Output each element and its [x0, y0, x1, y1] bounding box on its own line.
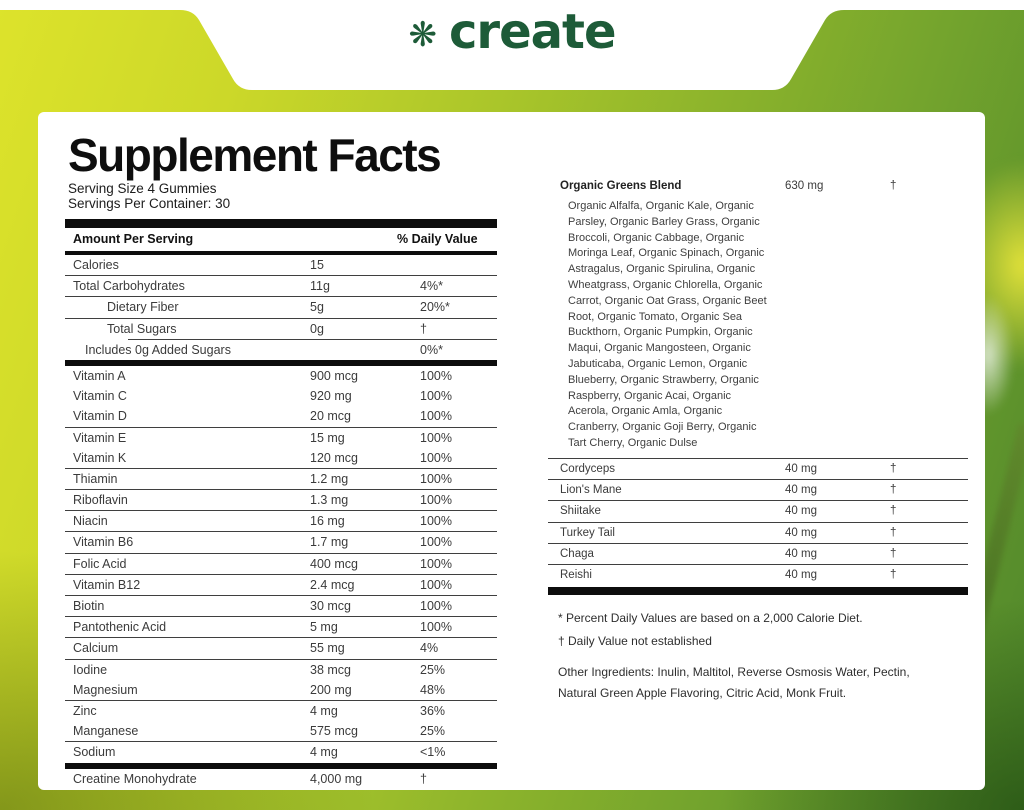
nutrient-amount: 200 mg	[310, 682, 352, 697]
footnote-daily-values: * Percent Daily Values are based on a 2,000 Calorie Diet.	[558, 610, 863, 625]
nutrient-daily-value: 4%*	[420, 279, 443, 294]
table-row	[65, 386, 497, 406]
ingredient-label: Shiitake	[560, 505, 601, 518]
table-row	[65, 701, 497, 721]
blend-column	[548, 176, 968, 705]
ingredient-amount: 40 mg	[785, 526, 817, 539]
nutrient-label: Niacin	[73, 514, 108, 529]
blend-ingredient-line: Wheatgrass, Organic Chlorella, Organic	[568, 278, 763, 291]
other-ingredients	[558, 662, 968, 705]
serving-info	[68, 182, 230, 211]
table-row	[65, 617, 497, 637]
table-row	[65, 511, 497, 531]
table-row	[548, 523, 968, 543]
panel-title: Supplement Facts	[68, 129, 441, 181]
table-row	[65, 680, 497, 700]
table-row	[548, 480, 968, 500]
nutrient-amount: 1.7 mg	[310, 535, 349, 550]
other-ingredients-line: Natural Green Apple Flavoring, Citric Acid, Monk Fruit.	[558, 686, 847, 701]
blend-ingredient-lines	[568, 199, 968, 452]
ingredient-amount: 40 mg	[785, 462, 817, 475]
table-row	[65, 769, 497, 789]
nutrient-daily-value: 100%	[420, 577, 452, 592]
nutrient-daily-value: 0%*	[420, 342, 443, 357]
nutrient-daily-value: 48%	[420, 682, 446, 697]
nutrient-label: Folic Acid	[73, 556, 127, 571]
nutrient-label: Magnesium	[73, 682, 138, 697]
nutrient-label: Dietary Fiber	[107, 300, 179, 315]
table-row	[65, 448, 497, 468]
nutrient-amount: 11g	[310, 279, 330, 294]
footnotes	[548, 607, 968, 705]
nutrient-daily-value: 100%	[420, 620, 452, 635]
ingredient-amount: 40 mg	[785, 547, 817, 560]
nutrient-amount: 920 mg	[310, 389, 352, 404]
nutrient-amount: 38 mcg	[310, 662, 351, 677]
ingredient-label: Cordyceps	[560, 462, 615, 475]
nutrient-amount: 4 mg	[310, 745, 338, 760]
blend-ingredient-line: Cranberry, Organic Goji Berry, Organic	[568, 421, 757, 434]
blend-ingredient-line: Astragalus, Organic Spirulina, Organic	[568, 263, 756, 276]
nutrient-label: Vitamin D	[73, 409, 127, 424]
blend-ingredient-line: Root, Organic Tomato, Organic Sea	[568, 310, 743, 323]
ingredient-daily-value: †	[890, 526, 897, 539]
table-header-row	[65, 228, 497, 250]
ingredient-amount: 40 mg	[785, 484, 817, 497]
ingredient-daily-value: †	[890, 484, 897, 497]
blend-ingredient-line: Maqui, Organic Mangosteen, Organic	[568, 342, 751, 355]
ingredient-label: Reishi	[560, 569, 592, 582]
nutrient-amount: 1.3 mg	[310, 493, 349, 508]
column-header-amount: Amount Per Serving	[73, 232, 194, 246]
nutrient-amount: 16 mg	[310, 514, 345, 529]
nutrient-label: Vitamin A	[73, 368, 126, 383]
ingredient-daily-value: †	[890, 505, 897, 518]
nutrient-daily-value: 25%	[420, 724, 446, 739]
table-row	[65, 406, 497, 426]
nutrient-daily-value: †	[420, 771, 427, 786]
nutrient-amount: 4,000 mg	[310, 771, 363, 786]
nutrient-daily-value: 100%	[420, 493, 452, 508]
blend-ingredient-line: Tart Cherry, Organic Dulse	[568, 436, 698, 449]
nutrient-label: Vitamin E	[73, 430, 127, 445]
table-row	[65, 490, 497, 510]
nutrient-daily-value: 100%	[420, 556, 452, 571]
other-ingredients-line: Other Ingredients: Inulin, Maltitol, Reverse Osmosis Water, Pectin,	[558, 664, 910, 679]
table-row	[548, 501, 968, 521]
nutrient-label: Riboflavin	[73, 493, 128, 508]
table-row	[65, 532, 497, 552]
thick-bar	[65, 219, 497, 228]
table-row	[65, 721, 497, 741]
nutrient-daily-value: 100%	[420, 450, 452, 465]
nutrient-amount: 55 mg	[310, 641, 345, 656]
nutrient-label: Iodine	[73, 662, 108, 677]
nutrient-amount: 400 mcg	[310, 556, 358, 571]
mushroom-rows	[548, 458, 968, 595]
blend-header-row	[548, 176, 968, 196]
blend-ingredient-line: Buckthorn, Organic Pumpkin, Organic	[568, 326, 753, 339]
asterisk-icon: ❋	[408, 16, 437, 54]
nutrient-daily-value: 36%	[420, 703, 446, 718]
ingredient-amount: 40 mg	[785, 569, 817, 582]
blend-amount: 630 mg	[785, 180, 824, 192]
thick-bar	[548, 587, 968, 595]
nutrient-amount: 15 mg	[310, 430, 345, 445]
table-row	[65, 255, 497, 275]
blend-ingredient-line: Jabuticaba, Organic Lemon, Organic	[568, 357, 748, 370]
blend-ingredient-line: Blueberry, Organic Strawberry, Organic	[568, 373, 759, 386]
nutrient-label: Calcium	[73, 641, 119, 656]
nutrient-label: Vitamin B12	[73, 577, 141, 592]
nutrient-daily-value: 20%*	[420, 300, 450, 315]
nutrient-daily-value: 100%	[420, 409, 452, 424]
nutrient-daily-value: 100%	[420, 535, 452, 550]
nutrient-amount: 5 mg	[310, 620, 338, 635]
nutrient-label: Biotin	[73, 599, 105, 613]
nutrient-label: Vitamin B6	[73, 535, 134, 550]
nutrient-amount: 900 mcg	[310, 368, 358, 383]
nutrient-amount: 0g	[310, 321, 324, 336]
supplement-facts-panel	[38, 112, 985, 790]
nutrition-table	[65, 219, 497, 789]
nutrient-daily-value: 4%	[420, 641, 439, 656]
nutrient-daily-value: <1%	[420, 745, 446, 760]
nutrient-amount: 5g	[310, 300, 324, 315]
nutrient-amount: 1.2 mg	[310, 471, 349, 486]
nutrient-amount: 2.4 mcg	[310, 577, 355, 592]
nutrient-amount: 575 mcg	[310, 724, 358, 739]
table-row	[65, 638, 497, 658]
table-row	[65, 319, 497, 339]
nutrient-daily-value: 100%	[420, 471, 452, 486]
servings-per-container: Servings Per Container: 30	[68, 195, 231, 211]
ingredient-daily-value: †	[890, 547, 897, 560]
nutrient-label: Sodium	[73, 745, 116, 760]
nutrient-label: Total Carbohydrates	[73, 279, 185, 294]
nutrient-amount: 4 mg	[310, 703, 338, 718]
nutrient-daily-value: 100%	[420, 368, 452, 383]
column-header-daily-value: % Daily Value	[397, 232, 478, 246]
footnote-dagger: † Daily Value not established	[558, 633, 712, 648]
supplement-rows	[65, 255, 497, 789]
blend-ingredient-line: Organic Alfalfa, Organic Kale, Organic	[568, 200, 754, 212]
nutrient-label: Zinc	[73, 703, 97, 718]
ingredient-daily-value: †	[890, 462, 897, 475]
blend-ingredient-line: Broccoli, Organic Cabbage, Organic	[568, 231, 745, 244]
nutrient-label: Pantothenic Acid	[73, 620, 167, 635]
brand-name: create	[448, 4, 616, 60]
nutrient-daily-value: 100%	[420, 514, 452, 529]
nutrient-label: Calories	[73, 258, 119, 272]
table-row	[548, 544, 968, 564]
nutrient-daily-value: 100%	[420, 599, 452, 613]
nutrient-label: Thiamin	[73, 471, 118, 486]
table-row	[65, 596, 497, 616]
blend-ingredient-line: Carrot, Organic Oat Grass, Organic Beet	[568, 294, 767, 307]
nutrient-daily-value: †	[420, 321, 427, 336]
nutrient-amount: 120 mcg	[310, 450, 358, 465]
table-row	[65, 276, 497, 296]
nutrient-daily-value: 100%	[420, 430, 452, 445]
table-row	[65, 297, 497, 317]
table-row	[65, 554, 497, 574]
blend-ingredient-line: Moringa Leaf, Organic Spinach, Organic	[568, 247, 765, 260]
nutrient-label: Vitamin K	[73, 450, 127, 465]
blend-ingredient-line: Acerola, Organic Amla, Organic	[568, 405, 723, 418]
nutrient-daily-value: 25%	[420, 662, 446, 677]
nutrient-label: Creatine Monohydrate	[73, 771, 197, 786]
table-row	[65, 469, 497, 489]
ingredient-label: Chaga	[560, 547, 594, 560]
blend-daily-value: †	[890, 180, 897, 192]
nutrient-label: Includes 0g Added Sugars	[85, 342, 231, 357]
table-row	[65, 660, 497, 680]
nutrient-daily-value: 100%	[420, 389, 452, 404]
blend-ingredient-line: Parsley, Organic Barley Grass, Organic	[568, 215, 760, 228]
table-row	[548, 565, 968, 585]
ingredient-daily-value: †	[890, 569, 897, 582]
ingredient-amount: 40 mg	[785, 505, 817, 518]
table-row	[65, 366, 497, 386]
table-row	[548, 459, 968, 479]
nutrient-amount: 20 mcg	[310, 409, 351, 424]
blend-ingredient-line: Raspberry, Organic Acai, Organic	[568, 389, 732, 402]
nutrient-label: Vitamin C	[73, 389, 127, 404]
ingredient-label: Turkey Tail	[560, 526, 615, 539]
nutrient-amount: 30 mcg	[310, 599, 351, 613]
table-row	[65, 742, 497, 762]
ingredient-label: Lion's Mane	[560, 484, 622, 497]
table-row	[65, 428, 497, 448]
nutrient-label: Total Sugars	[107, 321, 177, 336]
brand-logo	[0, 6, 1024, 66]
table-row	[65, 340, 497, 360]
table-row	[65, 575, 497, 595]
nutrient-amount: 15	[310, 258, 324, 272]
nutrient-label: Manganese	[73, 724, 139, 739]
blend-label: Organic Greens Blend	[560, 180, 682, 192]
serving-size: Serving Size 4 Gummies	[68, 181, 217, 196]
